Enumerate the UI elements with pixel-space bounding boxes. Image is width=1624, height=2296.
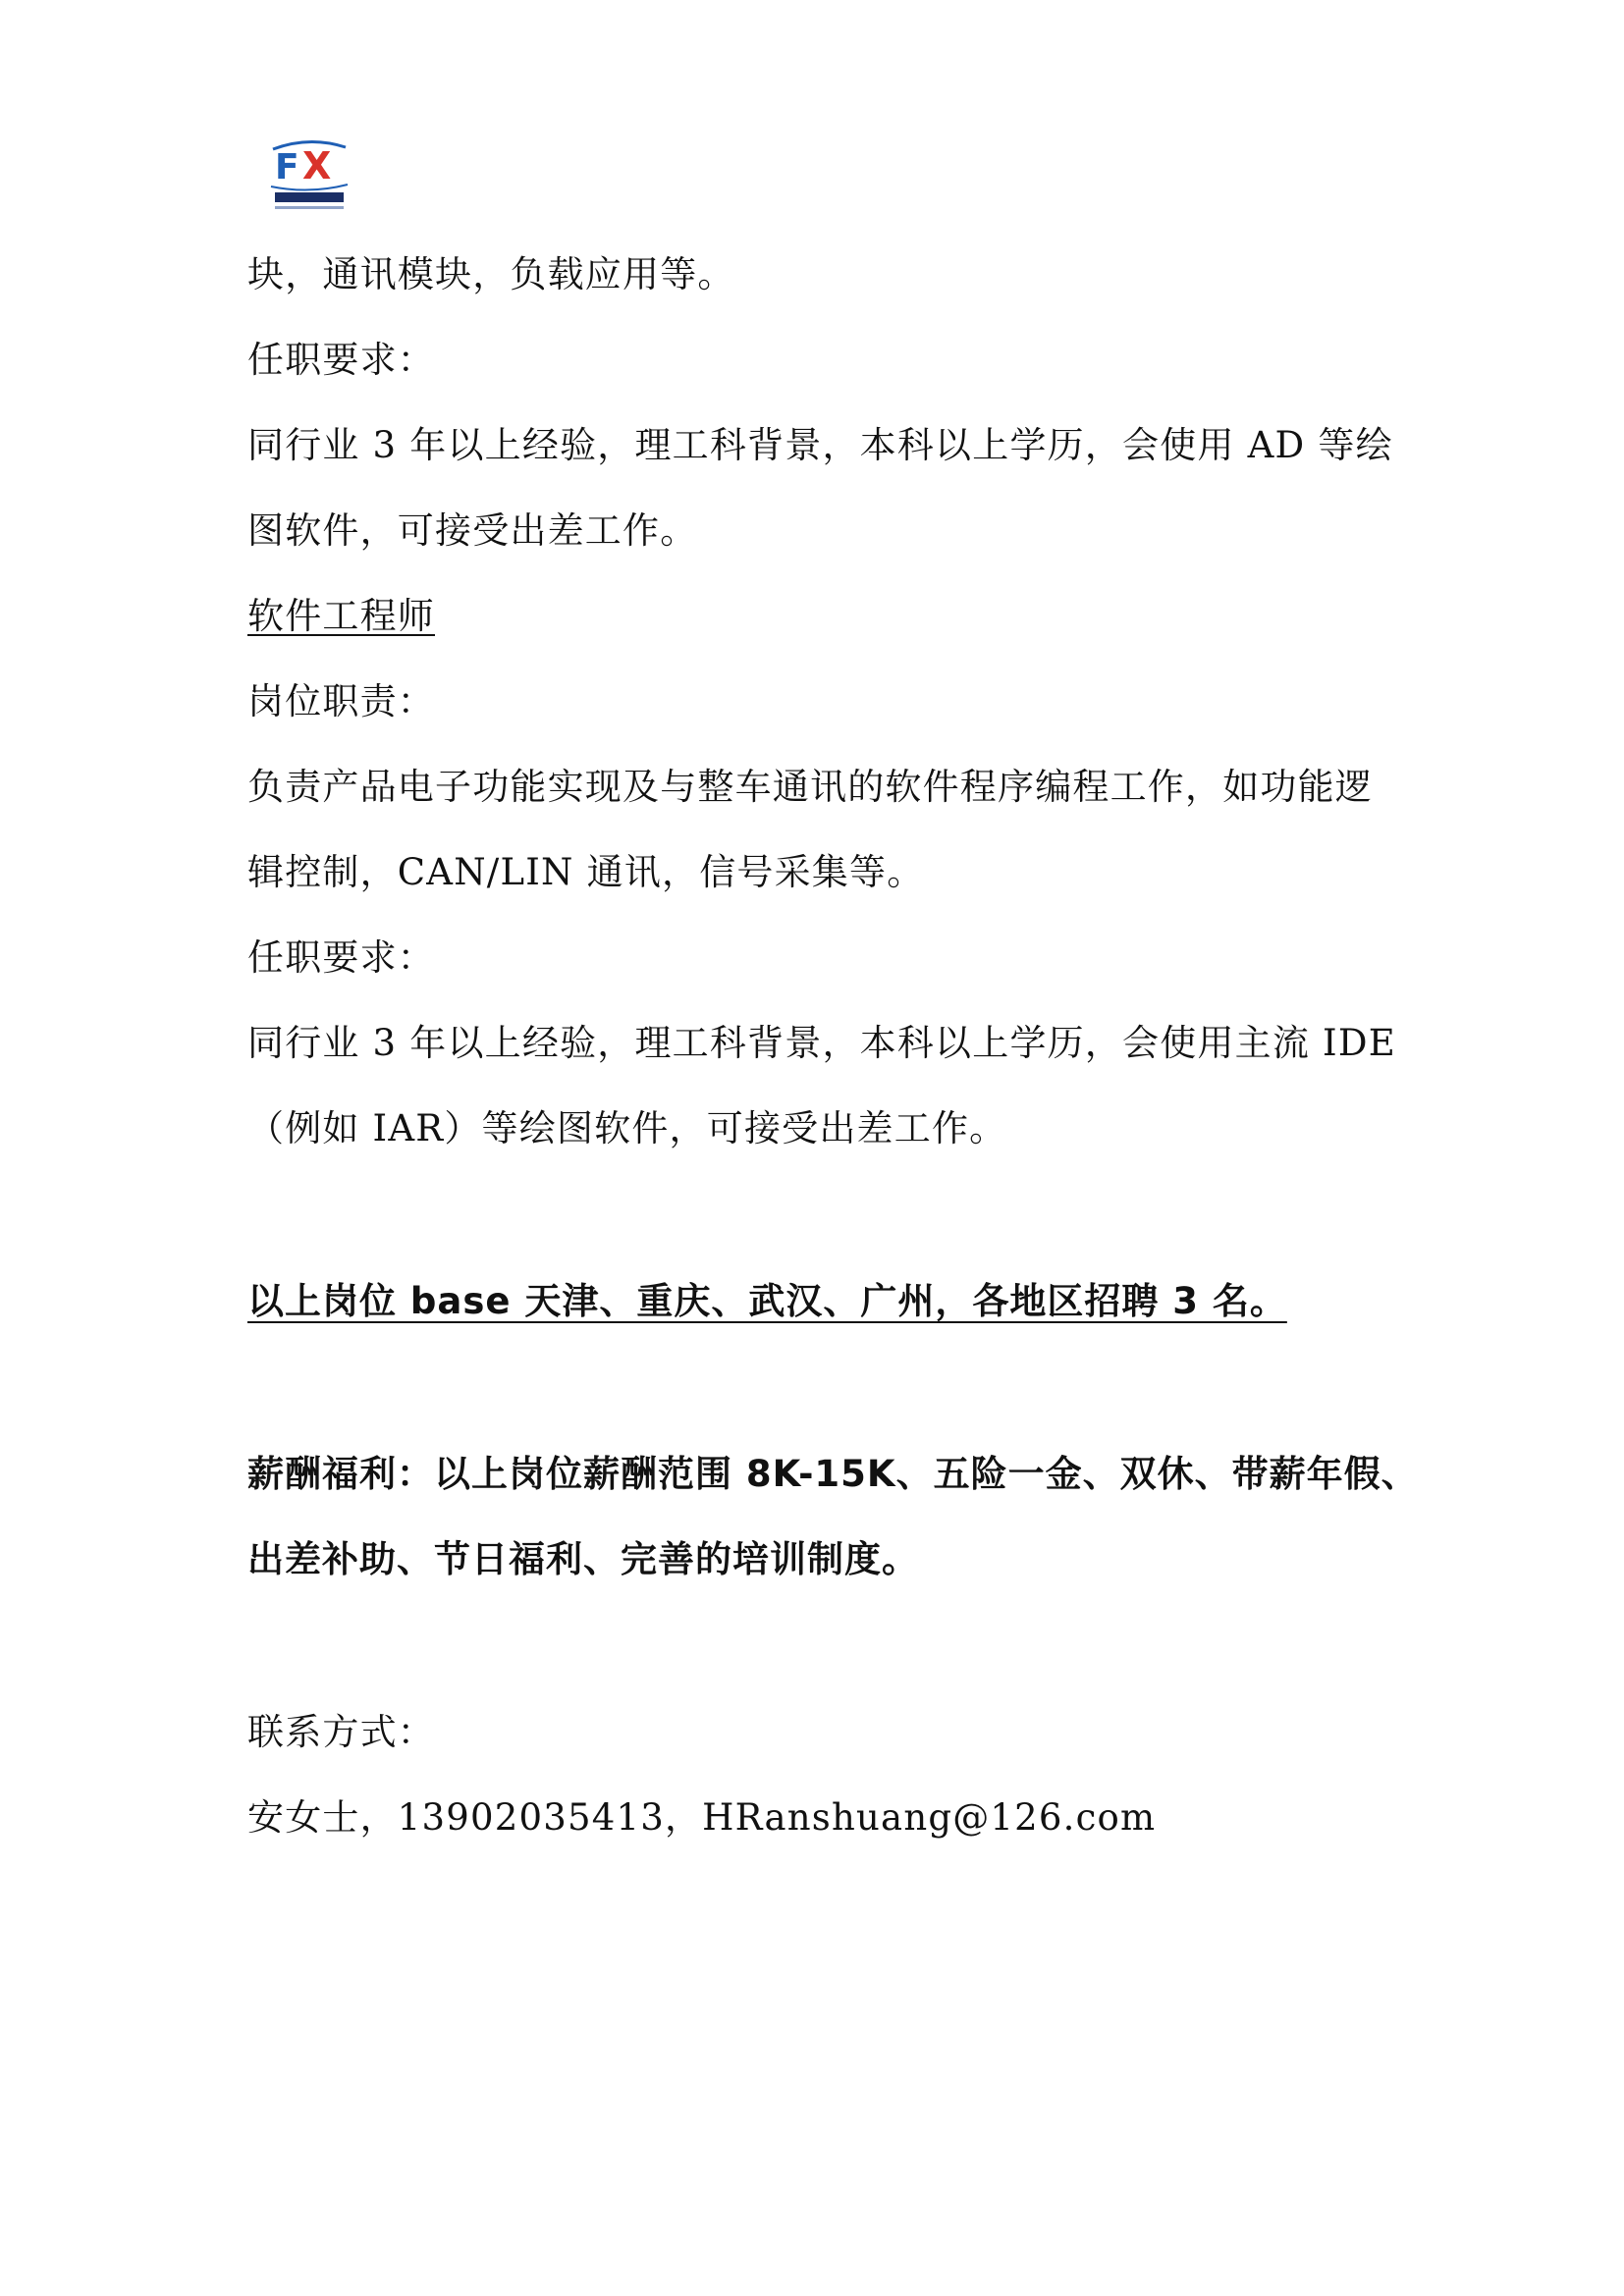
benefits-line: 薪酬福利：以上岗位薪酬范围 8K-15K、五险一金、双休、带薪年假、 [247,1453,1419,1495]
svg-text:X: X [302,144,332,187]
location-note: 以上岗位 base 天津、重庆、武汉、广州，各地区招聘 3 名。 [247,1280,1287,1322]
requirement-text-line: （例如 IAR）等绘图软件，可接受出差工作。 [247,1107,1007,1149]
duty-text-line: 负责产品电子功能实现及与整车通讯的软件程序编程工作，如功能逻 [247,766,1373,808]
contact-details: 安女士，13902035413，HRanshuang@126.com [247,1796,1157,1839]
requirement-text-line: 图软件，可接受出差工作。 [247,509,698,552]
requirement-text-line: 同行业 3 年以上经验，理工科背景，本科以上学历，会使用主流 IDE [247,1022,1396,1064]
svg-text:F: F [275,147,299,187]
section-title-software-engineer: 软件工程师 [247,595,435,637]
duty-text-line: 辑控制，CAN/LIN 通讯，信号采集等。 [247,851,925,893]
company-logo-icon [267,135,352,214]
duty-label: 岗位职责： [247,680,435,722]
requirement-text-line: 同行业 3 年以上经验，理工科背景，本科以上学历，会使用 AD 等绘 [247,424,1393,466]
requirement-label: 任职要求： [247,936,435,979]
continuation-line: 块，通讯模块，负载应用等。 [247,253,735,295]
benefits-line: 出差补助、节日福利、完善的培训制度。 [247,1538,919,1580]
requirement-label: 任职要求： [247,339,435,381]
contact-label: 联系方式： [247,1711,435,1753]
